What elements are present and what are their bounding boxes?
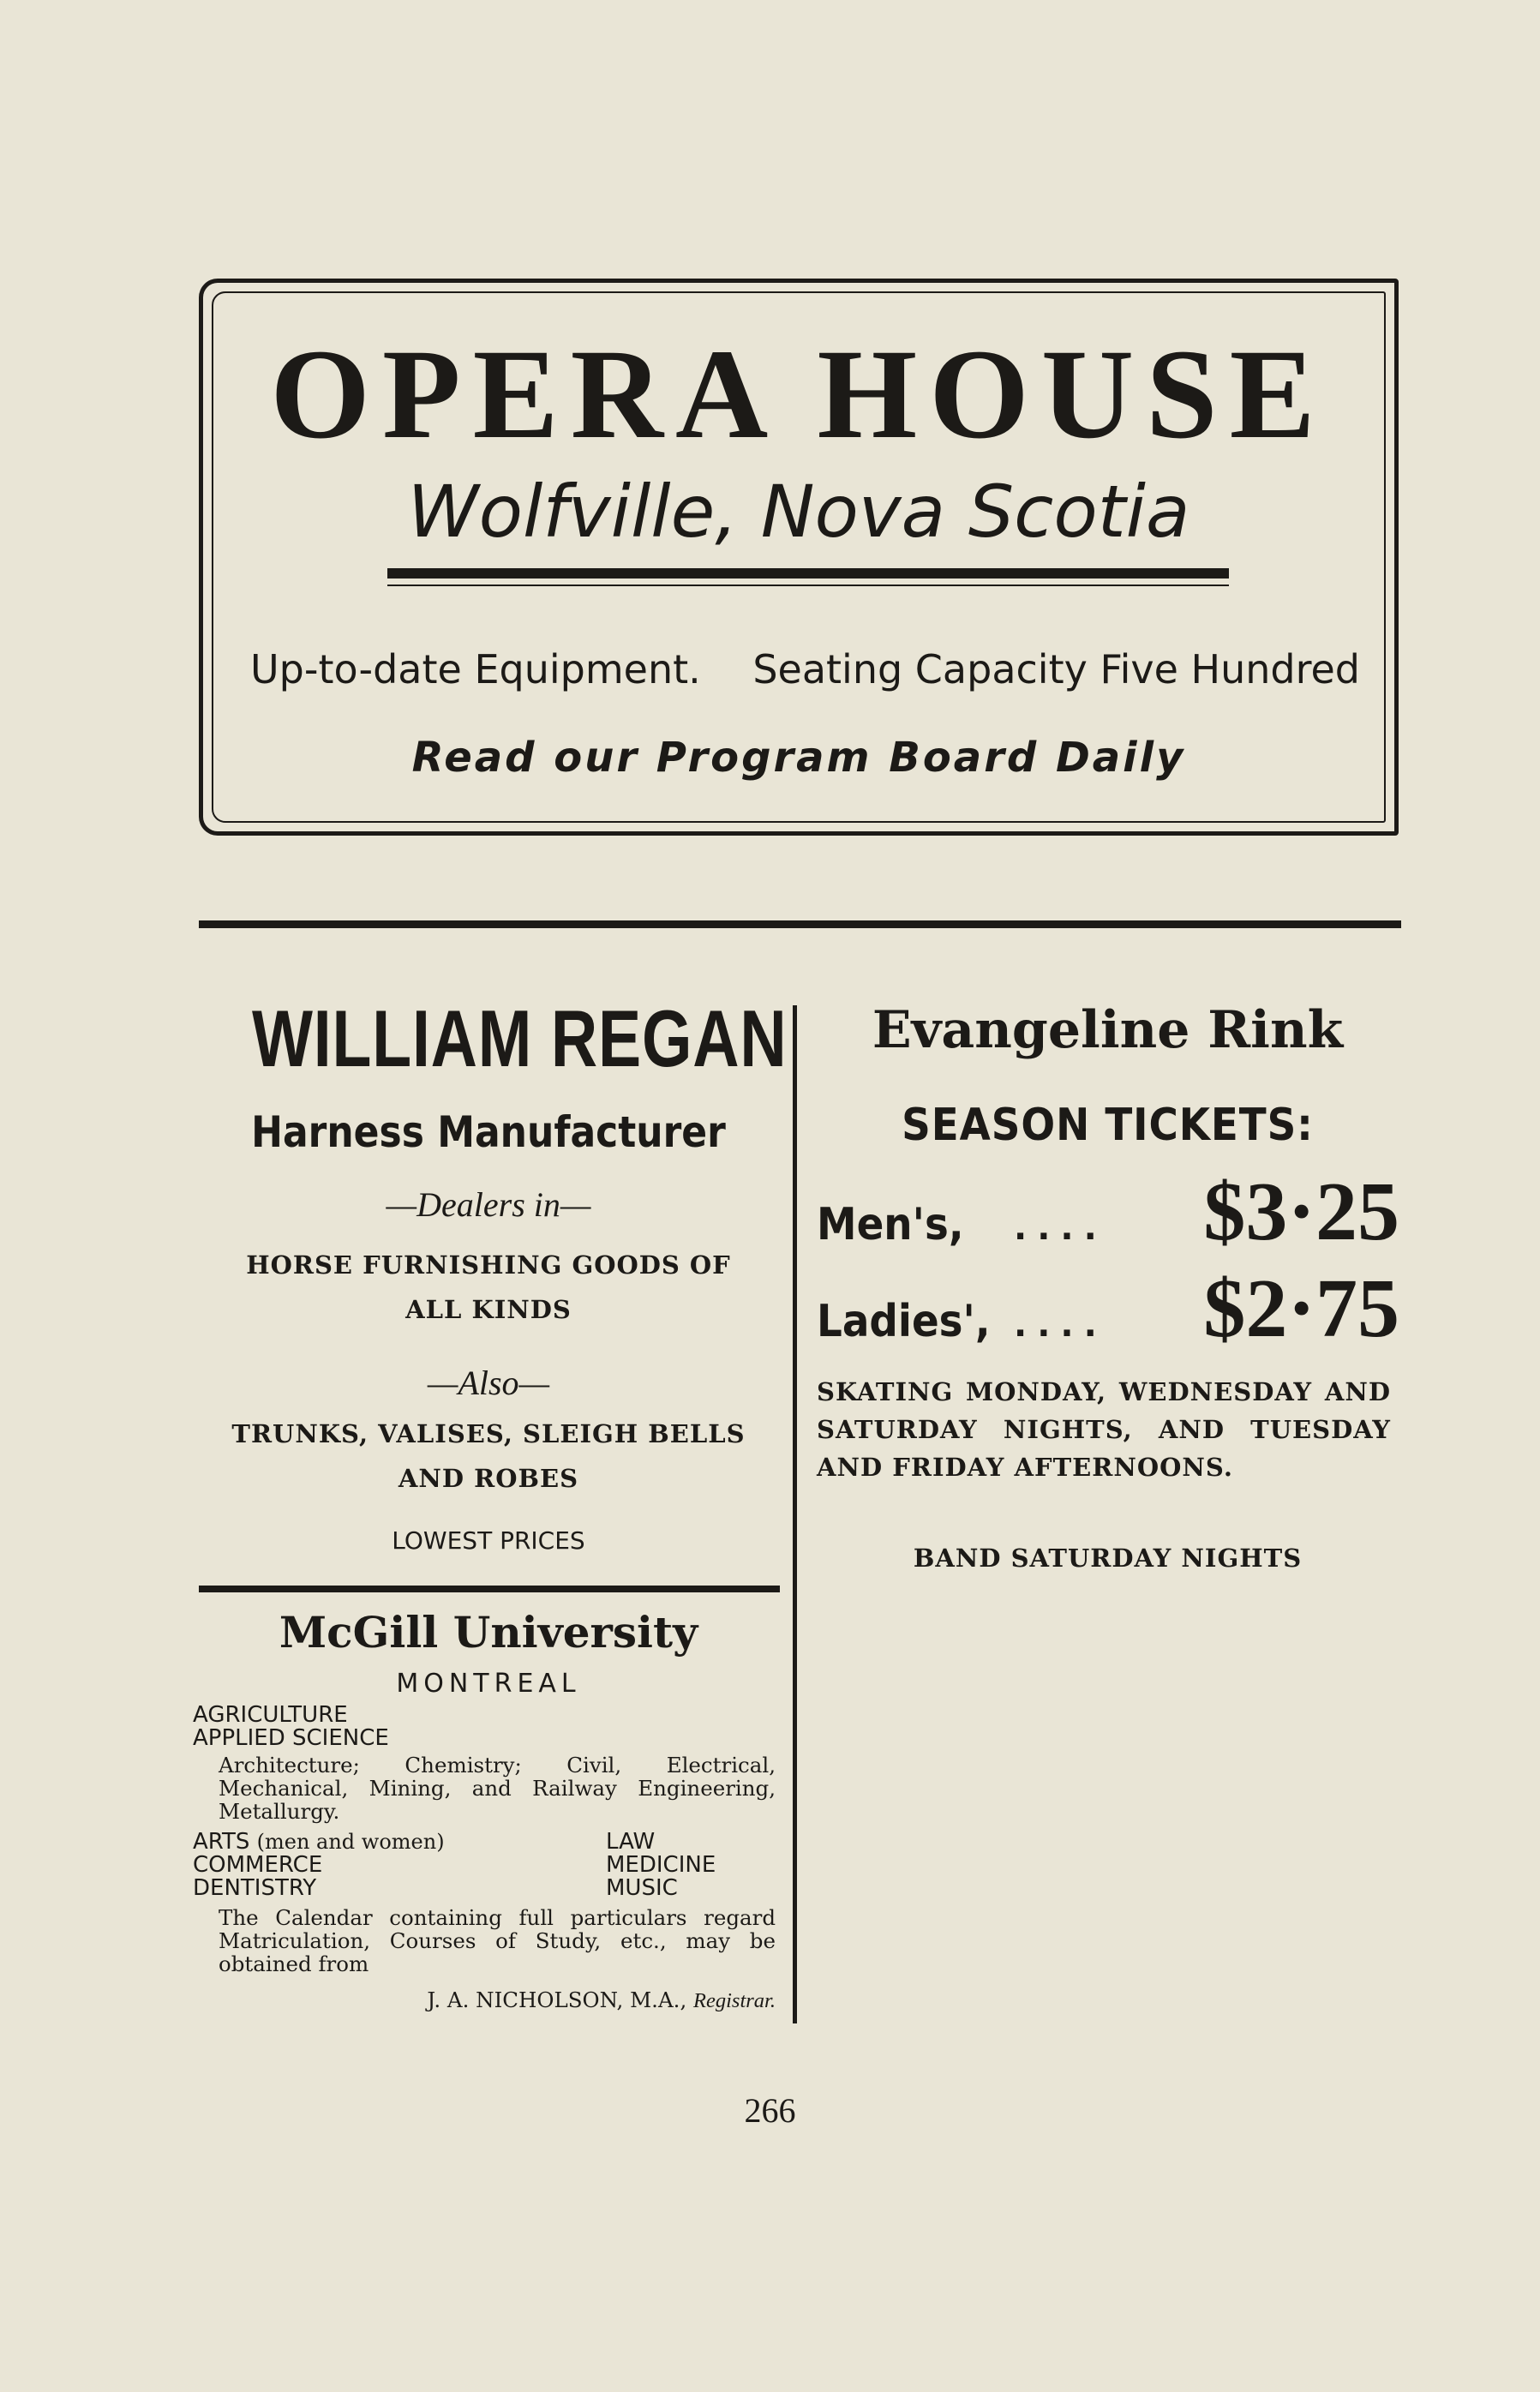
mcgill-applied-science: APPLIED SCIENCE xyxy=(193,1725,389,1751)
faculty-row xyxy=(193,1854,776,1877)
registrar-title: Registrar. xyxy=(693,1989,776,2012)
left-column-divider xyxy=(199,1586,780,1592)
faculty-row xyxy=(193,1877,776,1900)
registrar-name: J. A. NICHOLSON, M.A., xyxy=(427,1987,687,2012)
faculty-music: MUSIC xyxy=(606,1875,678,1901)
faculty-row xyxy=(193,1831,776,1854)
price-ladies-label: Ladies', xyxy=(817,1296,991,1347)
faculty-law: LAW xyxy=(606,1829,656,1855)
mcgill-name: McGill University xyxy=(279,1607,698,1658)
mcgill-faculties xyxy=(193,1831,776,1900)
regan-also-label: —Also— xyxy=(427,1364,550,1402)
opera-house-details xyxy=(250,646,1360,692)
regan-trade: Harness Manufacturer xyxy=(251,1107,726,1157)
price-ladies-dots: .... xyxy=(1014,1305,1107,1345)
faculty-arts-note: (men and women) xyxy=(256,1830,445,1854)
rink-band-nights: BAND SATURDAY NIGHTS xyxy=(913,1544,1303,1573)
opera-house-title: OPERA HOUSE xyxy=(270,323,1327,465)
mcgill-calendar-text: The Calendar containing full particulars regard Matriculation, Courses of Study, etc., may be obtained from xyxy=(219,1905,776,1976)
faculty-arts-label: ARTS xyxy=(193,1829,250,1855)
price-men-amount: $3·25 xyxy=(1203,1166,1399,1258)
faculty-commerce: COMMERCE xyxy=(193,1852,323,1878)
price-men-label: Men's, xyxy=(817,1199,964,1250)
regan-items-line1: TRUNKS, VALISES, SLEIGH BELLS xyxy=(231,1419,746,1448)
opera-house-location: Wolfville, Nova Scotia xyxy=(407,470,1190,554)
mcgill-science-desc: Architecture; Chemistry; Civil, Electrical, Mechanical, Mining, and Railway Engineering, Metallurgy. xyxy=(219,1753,776,1824)
opera-house-ad xyxy=(199,279,1399,836)
regan-items-line2: AND ROBES xyxy=(398,1464,579,1493)
mcgill-city: MONTREAL xyxy=(396,1669,581,1699)
regan-dealers-label: —Dealers in— xyxy=(386,1185,591,1224)
opera-house-program: Read our Program Board Daily xyxy=(411,734,1186,782)
regan-name: WILLIAM REGAN xyxy=(252,993,788,1083)
regan-goods-line1: HORSE FURNISHING GOODS OF xyxy=(246,1250,731,1280)
opera-house-capacity: Seating Capacity Five Hundred xyxy=(752,646,1360,692)
regan-prices: LOWEST PRICES xyxy=(392,1526,585,1555)
section-divider xyxy=(199,920,1401,928)
opera-house-equipment: Up-to-date Equipment. xyxy=(250,646,701,692)
column-divider xyxy=(793,1005,797,2023)
mcgill-registrar xyxy=(193,1987,776,2012)
opera-house-rule-thin xyxy=(387,585,1229,586)
rink-price-ladies xyxy=(817,1262,1399,1355)
price-ladies-amount: $2·75 xyxy=(1203,1262,1399,1355)
opera-house-rule xyxy=(387,568,1229,579)
rink-season-tickets: SEASON TICKETS: xyxy=(902,1100,1314,1151)
page-number: 266 xyxy=(744,2091,796,2130)
rink-skating-times: SKATING MONDAY, WEDNESDAY AND SATURDAY NIGHTS, AND TUESDAY AND FRIDAY AFTERNOONS. xyxy=(817,1377,1391,1482)
mcgill-agriculture: AGRICULTURE xyxy=(193,1702,348,1728)
rink-name: Evangeline Rink xyxy=(872,1000,1344,1060)
faculty-medicine: MEDICINE xyxy=(606,1852,716,1878)
rink-price-men xyxy=(817,1166,1399,1258)
faculty-arts xyxy=(193,1831,606,1854)
price-men-dots: .... xyxy=(1014,1208,1107,1248)
faculty-dentistry: DENTISTRY xyxy=(193,1875,317,1901)
regan-goods-line2: ALL KINDS xyxy=(405,1295,572,1324)
